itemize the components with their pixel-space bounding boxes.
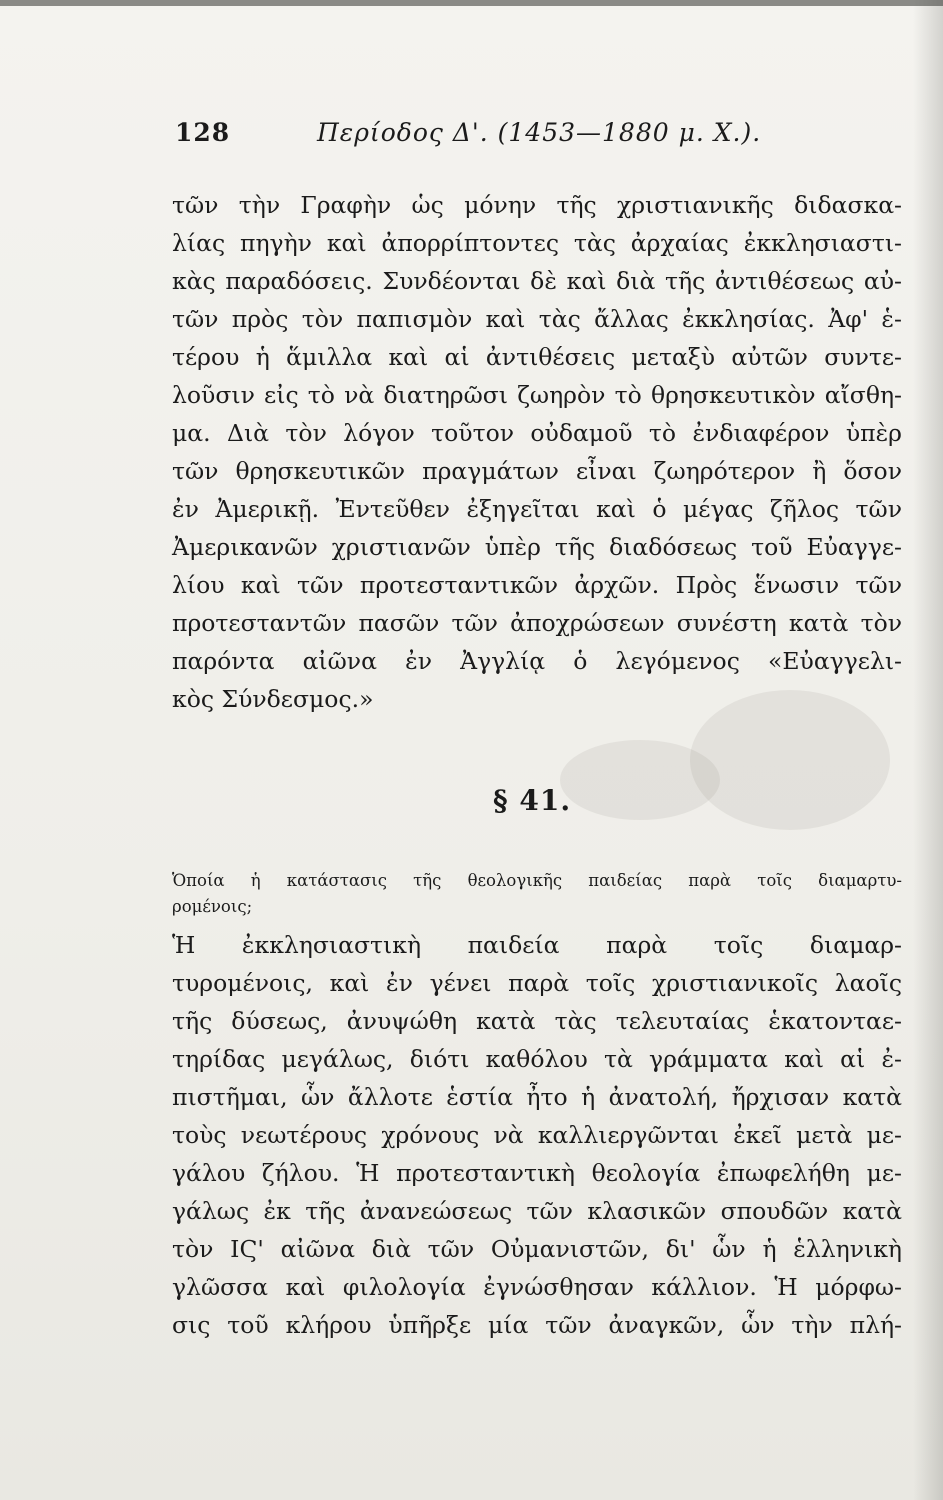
text-line: κὸς Σύνδεσμος.» xyxy=(172,685,374,713)
page-shadow-edge xyxy=(913,0,943,1500)
text-line: τὸν ΙϚ' αἰῶνα διὰ τῶν Οὐμανιστῶν, δι' ὧν ἡ ἑλληνικὴ xyxy=(172,1235,902,1263)
text-line: τῶν τὴν Γραφὴν ὡς μόνην τῆς χριστιανικῆς διδασκα- xyxy=(172,191,902,219)
page-header xyxy=(175,118,895,158)
text-line: λοῦσιν εἰς τὸ νὰ διατηρῶσι ζωηρὸν τὸ θρησκευτικὸν αἴσθη- xyxy=(172,381,902,409)
text-line: τυρομένοις, καὶ ἐν γένει παρὰ τοῖς χριστιανικοῖς λαοῖς xyxy=(172,969,902,997)
summary-line: ρομένοις; xyxy=(172,897,253,916)
text-line: τῶν θρησκευτικῶν πραγμάτων εἶναι ζωηρότερον ἢ ὅσον xyxy=(172,457,902,485)
running-head: Περίοδος Δ'. (1453—1880 μ. Χ.). xyxy=(317,118,762,147)
scan-top-edge xyxy=(0,0,943,6)
text-line: τηρίδας μεγάλως, διότι καθόλου τὰ γράμματα καὶ αἱ ἐ- xyxy=(172,1045,902,1073)
section-heading: § 41. xyxy=(493,784,572,817)
summary-line: Ὁποία ἡ κατάστασις τῆς θεολογικῆς παιδείας παρὰ τοῖς διαμαρτυ- xyxy=(172,871,902,890)
section-summary xyxy=(172,868,902,920)
text-line: λίου καὶ τῶν προτεσταντικῶν ἀρχῶν. Πρὸς ἕνωσιν τῶν xyxy=(172,571,902,599)
paragraph-2 xyxy=(172,926,902,1344)
text-line: γλῶσσα καὶ φιλολογία ἐγνώσθησαν κάλλιον. Ἡ μόρφω- xyxy=(172,1273,902,1301)
text-line: ἐν Ἀμερικῇ. Ἐντεῦθεν ἐξηγεῖται καὶ ὁ μέγας ζῆλος τῶν xyxy=(172,495,902,523)
text-line: γάλου ζήλου. Ἡ προτεσταντικὴ θεολογία ἐπωφελήθη με- xyxy=(172,1159,902,1187)
text-line: τοὺς νεωτέρους χρόνους νὰ καλλιεργῶνται ἐκεῖ μετὰ με- xyxy=(172,1121,902,1149)
text-line: τῆς δύσεως, ἀνυψώθη κατὰ τὰς τελευταίας ἑκατονταε- xyxy=(172,1007,902,1035)
text-line: προτεσταντῶν πασῶν τῶν ἀποχρώσεων συνέστη κατὰ τὸν xyxy=(172,609,902,637)
text-line: Ἀμερικανῶν χριστιανῶν ὑπὲρ τῆς διαδόσεως τοῦ Εὐαγγε- xyxy=(172,533,902,561)
text-line: κὰς παραδόσεις. Συνδέονται δὲ καὶ διὰ τῆς ἀντιθέσεως αὐ- xyxy=(172,267,902,295)
text-line: τῶν πρὸς τὸν παπισμὸν καὶ τὰς ἄλλας ἐκκλησίας. Ἀφ' ἑ- xyxy=(172,305,902,333)
paragraph-1 xyxy=(172,186,902,718)
text-line: γάλως ἐκ τῆς ἀνανεώσεως τῶν κλασικῶν σπουδῶν κατὰ xyxy=(172,1197,902,1225)
page-number: 128 xyxy=(175,118,231,147)
text-line: τέρου ἡ ἅμιλλα καὶ αἱ ἀντιθέσεις μεταξὺ αὐτῶν συντε- xyxy=(172,343,902,371)
paper-stain xyxy=(560,740,720,820)
text-line: Ἡ ἐκκλησιαστικὴ παιδεία παρὰ τοῖς διαμαρ- xyxy=(172,931,902,959)
text-line: σις τοῦ κλήρου ὑπῆρξε μία τῶν ἀναγκῶν, ὧν τὴν πλή- xyxy=(172,1311,902,1339)
text-line: πιστῆμαι, ὧν ἄλλοτε ἑστία ἦτο ἡ ἀνατολή, ἤρχισαν κατὰ xyxy=(172,1083,902,1111)
text-line: παρόντα αἰῶνα ἐν Ἀγγλίᾳ ὁ λεγόμενος «Εὐαγγελι- xyxy=(172,647,902,675)
text-line: λίας πηγὴν καὶ ἀπορρίπτοντες τὰς ἀρχαίας ἐκκλησιαστι- xyxy=(172,229,902,257)
text-line: μα. Διὰ τὸν λόγον τοῦτον οὐδαμοῦ τὸ ἐνδιαφέρον ὑπὲρ xyxy=(172,419,902,447)
